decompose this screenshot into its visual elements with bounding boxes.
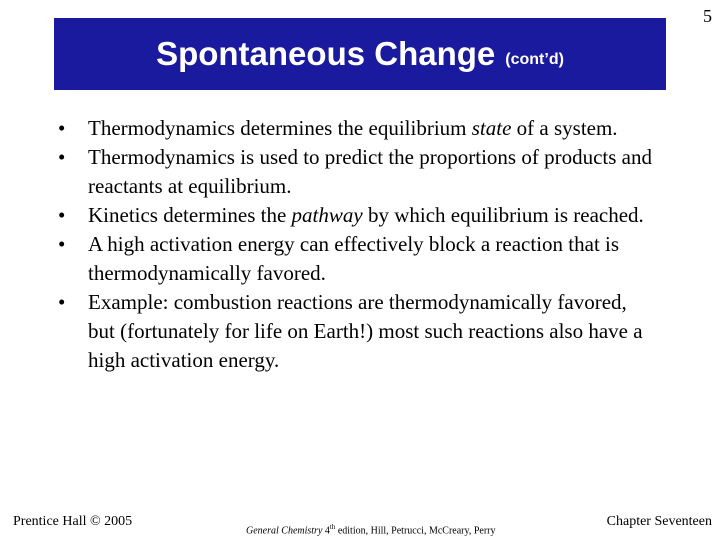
bullet-text: Example: combustion reactions are thermodynamically favored, but (fortunately for life on Earth!) most such reactions also have a high activation energy. <box>88 290 643 372</box>
title-bar <box>54 18 666 90</box>
bullet-list <box>58 114 658 375</box>
bullet-icon: • <box>58 203 66 227</box>
footer-book-citation <box>246 523 496 536</box>
bullet-text-tail: of a system. <box>511 116 618 140</box>
bullet-text: Thermodynamics determines the equilibrium <box>88 116 472 140</box>
footer-edition-suffix: th <box>329 523 336 531</box>
bullet-emphasis: pathway <box>291 203 363 227</box>
bullet-icon: • <box>58 290 66 314</box>
footer-publisher: Prentice Hall © 2005 <box>13 514 133 529</box>
bullet-item <box>58 201 658 230</box>
bullet-item <box>58 114 658 143</box>
bullet-icon: • <box>58 145 66 169</box>
bullet-text: Thermodynamics is used to predict the proportions of products and reactants at equilibrium. <box>88 145 652 198</box>
bullet-text: Kinetics determines the <box>88 203 292 227</box>
bullet-emphasis: state <box>471 116 512 140</box>
bullet-item <box>58 288 658 375</box>
footer-chapter: Chapter Seventeen <box>606 514 712 529</box>
footer-authors: edition, Hill, Petrucci, McCreary, Perry <box>335 525 496 537</box>
footer-edition-number: 4 <box>324 525 330 537</box>
slide-title: Spontaneous Change <box>156 35 496 72</box>
page-number: 5 <box>703 6 712 26</box>
bullet-text: A high activation energy can effectively block a reaction that is thermodynamically favored. <box>88 232 620 285</box>
footer-book-title: General Chemistry <box>246 525 323 537</box>
bullet-icon: • <box>58 116 66 140</box>
bullet-icon: • <box>58 232 66 256</box>
bullet-item <box>58 143 658 201</box>
bullet-text-tail: by which equilibrium is reached. <box>362 203 644 227</box>
slide-title-suffix: (cont’d) <box>505 51 564 68</box>
bullet-item <box>58 230 658 288</box>
